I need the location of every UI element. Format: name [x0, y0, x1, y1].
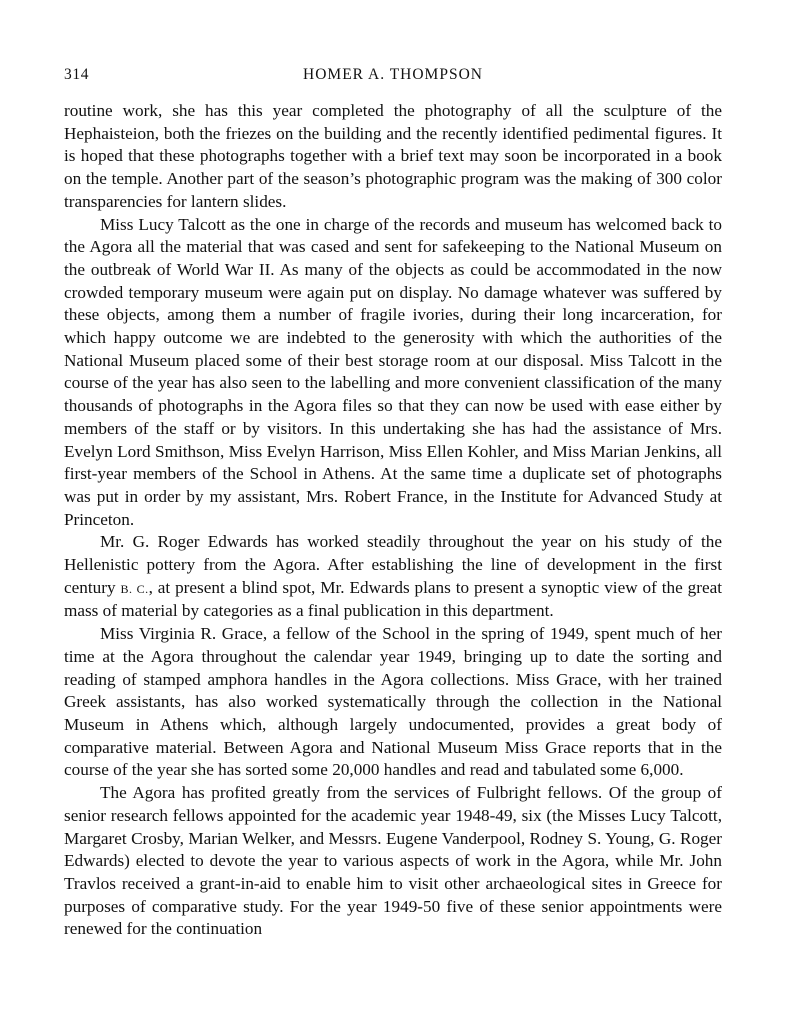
- paragraph-edwards: [64, 531, 722, 623]
- running-head: HOMER A. THOMPSON: [303, 66, 483, 83]
- era-abbreviation: B. C.: [120, 581, 149, 596]
- paragraph-fulbright: The Agora has profited greatly from the services of Fulbright fellows. Of the group of senior research fellows appointed for the academic year 1948-49, six (the Misses Lucy Talcott, Margaret Crosby, Marian Welker, and Messrs. Eugene Vanderpool, Rodney S. Young, G. Roger Edwards) elected to devote the year to various aspects of work in the Agora, while Mr. John Travlos received a grant-in-aid to enable him to visit other archaeological sites in Greece for purposes of comparative study. For the year 1949-50 five of these senior appointments were renewed for the continuation: [64, 783, 722, 939]
- paragraph-talcott: Miss Lucy Talcott as the one in charge of the records and museum has welcomed back to the Agora all the material that was cased and sent for safekeeping to the National Museum on the outbreak of World War II. As many of the objects as could be accommodated in the now crowded temporary museum were again put on display. No damage whatever was suffered by these objects, among them a number of fragile ivories, during their long incarceration, for which happy outcome we are indebted to the generosity with which the authorities of the National Museum placed some of their best storage room at our disposal. Miss Talcott in the course of the year has also seen to the labelling and more convenient classification of the many thousands of photographs in the Agora files so that they can now be used with ease either by members of the staff or by visitors. In this undertaking she has had the assistance of Mrs. Evelyn Lord Smithson, Miss Evelyn Harrison, Miss Ellen Kohler, and Miss Marian Jenkins, all first-year members of the School in Athens. At the same time a duplicate set of photographs was put in order by my assistant, Mrs. Robert France, in the Institute for Advanced Study at Princeton.: [64, 214, 722, 529]
- body-text: [64, 100, 722, 941]
- page-header: [64, 62, 722, 88]
- page-number: 314: [64, 66, 90, 83]
- document-page: [64, 62, 722, 941]
- edwards-text-after: , at present a blind spot, Mr. Edwards plans to present a synoptic view of the great mass of material by categories as a final publication in this department.: [64, 577, 722, 621]
- paragraph-grace: Miss Virginia R. Grace, a fellow of the School in the spring of 1949, spent much of her time at the Agora throughout the calendar year 1949, bringing up to date the sorting and reading of stamped amphora handles in the Agora collections. Miss Grace, with her trained Greek assistants, has also worked systematically through the collection in the National Museum in Athens which, although largely undocumented, provides a great body of comparative material. Between Agora and National Museum Miss Grace reports that in the course of the year she has sorted some 20,000 handles and read and tabulated some 6,000.: [64, 624, 722, 780]
- edwards-text-before: Mr. G. Roger Edwards has worked steadily throughout the year on his study of the Hellenistic pottery from the Agora. After establishing the line of development in the first century: [64, 532, 722, 597]
- paragraph-photography: routine work, she has this year completed the photography of all the sculpture of the Hephaisteion, both the friezes on the building and the recently identified pedimental figures. It is hoped that these photographs together with a brief text may soon be incorporated in a book on the temple. Another part of the season’s photographic program was the making of 300 color transparencies for lantern slides.: [64, 101, 722, 211]
